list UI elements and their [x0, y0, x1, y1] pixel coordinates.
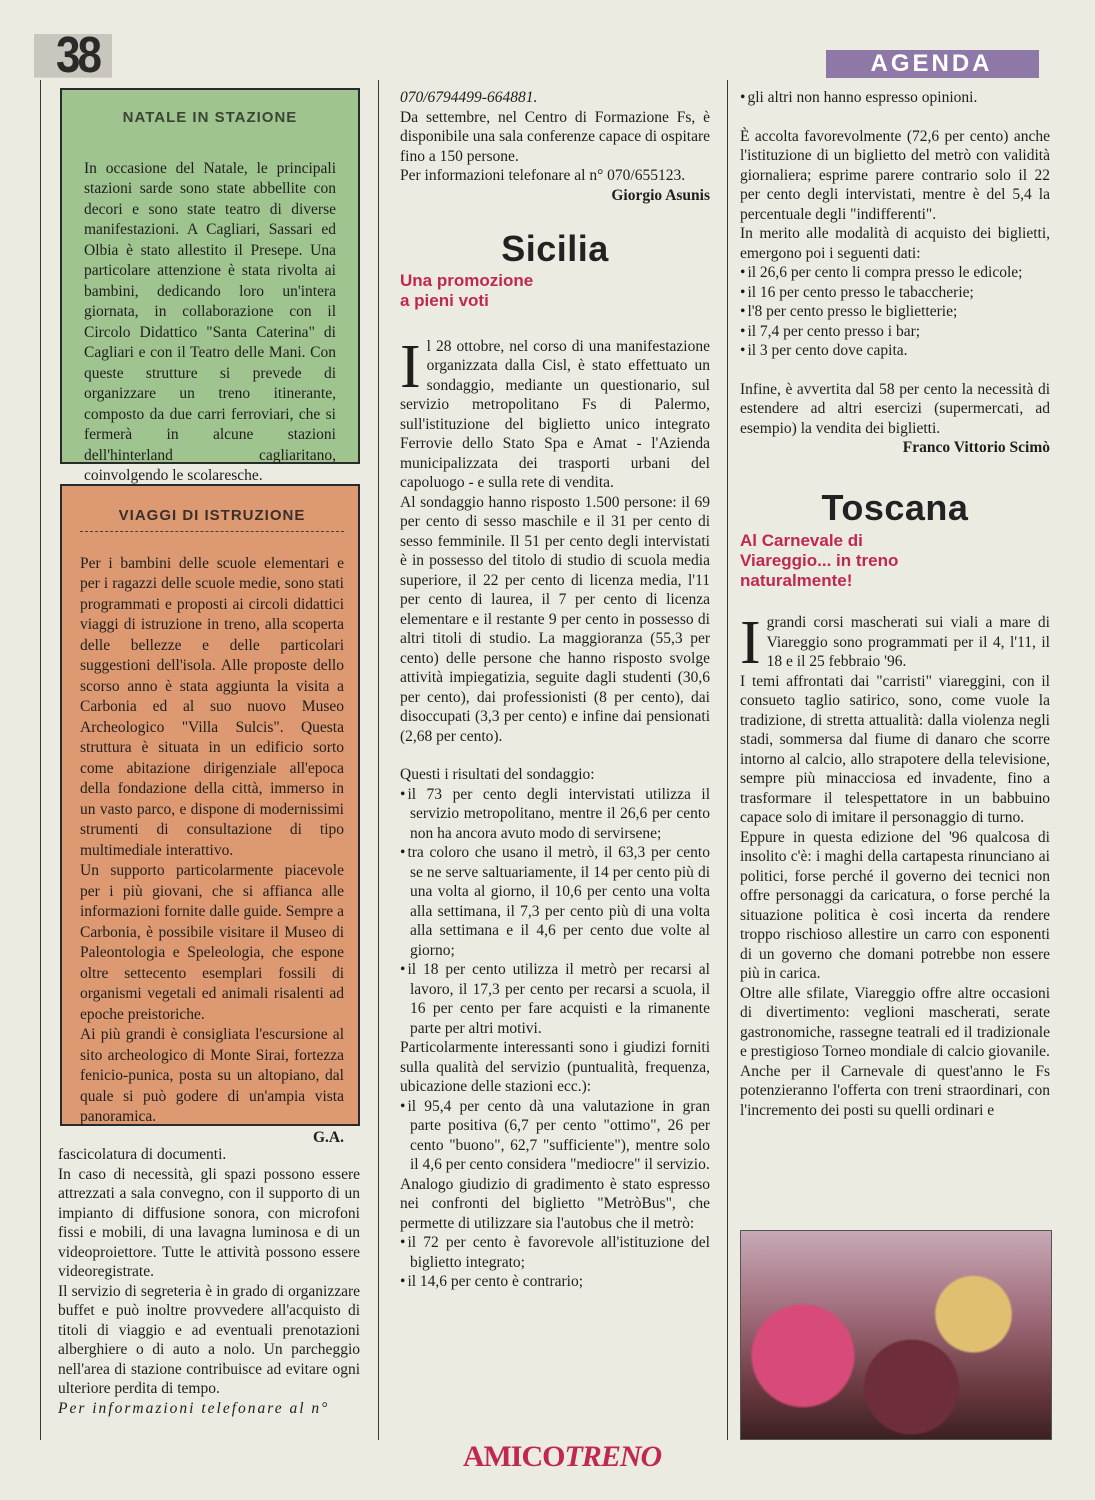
magazine-logo	[462, 1440, 662, 1474]
viaggi-paragraph: Per i bambini delle scuole elementari e per i ragazzi delle scuole medie, sono stati programmati e proposti ai circoli didattici viaggi di istruzione in treno, alla scoperta delle bellezze e delle particolari suggestioni dell'isola. Alle proposte dello scorso anno è stata aggiunta la visita a Carbonia ed al suo nuovo Museo Archeologico "Villa Sulcis". Questa struttura è situata in un edificio sorto come abitazione dirigenziale all'epoca della fondazione della città, immerso in un vasto parco, e dispone di modernissimi strumenti di consultazione di tipo multimediale interattivo.	[80, 554, 344, 859]
list-item: • il 7,4 per cento presso i bar;	[740, 322, 1050, 342]
divider	[1037, 50, 1039, 78]
viaggi-box	[60, 484, 360, 1146]
column-3-text	[740, 88, 1050, 1120]
list-item: • tra coloro che usano il metrò, il 63,3 per cento se ne serve saltuariamente, il 14 per cento più di una volta al giorno, il 10,6 per cento una volta alla settimana, il 7,3 per cento più di una volta alla settimana e il 4,6 per cento due volte al giorno;	[400, 843, 710, 960]
list-item: • il 14,6 per cento è contrario;	[400, 1272, 710, 1292]
list-item: • il 72 per cento è favorevole all'istituzione del biglietto integrato;	[400, 1233, 710, 1272]
paragraph: l 28 ottobre, nel corso di una manifestazione organizzata dalla Cisl, è stato effettuato un sondaggio, mediante un questionario, sul servizio metropolitano Fs di Palermo, sull'istituzione del biglietto unico integrato Ferrovie dello Stato Spa e Amat - l'Azienda municipalizzata dei trasporti urbani del capoluogo - e sulla rete di vendita.	[400, 337, 710, 491]
logo-part: TRENO	[564, 1440, 662, 1473]
paragraph: Il servizio di segreteria è in grado di organizzare buffet e può inoltre provvedere all'acquisto di titoli di viaggio e ad eventuali prenotazioni alberghiere o di auto a nolo. Un parcheggio nell'area di stazione contribuisce ad evitare ogni ulteriore perdita di tempo.	[58, 1282, 360, 1397]
paragraph: fascicolatura di documenti.	[58, 1146, 227, 1163]
paragraph: Eppure in questa edizione del '96 qualcosa di insolito c'è: i maghi della cartapesta rinunciano ai politici, forse perché il governo dei tecnici non offre personaggi da caricatura, o forse perché la situazione politica è così incerta da rendere troppo rischioso allestire un carro con esponenti di un governo che domani potrebbe non essere più in carica.	[740, 828, 1050, 982]
natale-body: In occasione del Natale, le principali stazioni sarde sono state abbellite con decori e sono state teatro di diverse manifestazioni. A Cagliari, Sassari ed Olbia è stato allestito il Presepe. Una particolare attenzione è stata rivolta ai bambini, dedicando loro un'intera giornata, in collaborazione con il Circolo Didattico "Santa Caterina" di Cagliari e con il Teatro delle Mani. Con queste strutture si prevede di organizzare un treno itinerante, composto da due carri ferroviari, che si fermerà in alcune stazioni dell'hinterland cagliaritano, coinvolgendo le scolaresche.	[84, 159, 336, 484]
paragraph: In merito alle modalità di acquisto dei biglietti, emergono poi i seguenti dati:	[740, 225, 1050, 262]
viaggi-signature: G.A.	[313, 1128, 344, 1146]
list-item: • il 95,4 per cento dà una valutazione in gran parte positiva (6,7 per cento "ottimo", 26 per cento "buono", 62,7 "sufficiente"), mentre solo il 4,6 per cento considera "mediocre" il servizio.	[400, 1097, 710, 1175]
viaggi-paragraph: Ai più grandi è consigliata l'escursione al sito archeologico di Monte Sirai, fortezza fenicio-punica, posta su un altopiano, dal quale si può godere di un'ampia vista panoramica.	[80, 1026, 344, 1125]
logo-part: AMICO	[462, 1440, 565, 1473]
list-item: • il 3 per cento dove capita.	[740, 341, 1050, 361]
paragraph: Particolarmente interessanti sono i giudizi forniti sulla qualità del servizio (puntualità, frequenza, ubicazione delle stazioni ecc.):	[400, 1039, 710, 1095]
toscana-subtitle: Al Carnevale di	[740, 531, 863, 550]
column-2-text	[400, 88, 710, 1292]
list-item: • gli altri non hanno espresso opinioni.	[740, 88, 1050, 108]
author: Giorgio Asunis	[611, 186, 710, 204]
viaggi-title: VIAGGI DI ISTRUZIONE	[80, 506, 344, 532]
carnival-photo	[740, 1230, 1052, 1440]
sicilia-title: Sicilia	[501, 228, 609, 269]
sicilia-subtitle: Una promozione	[400, 270, 534, 290]
paragraph: In caso di necessità, gli spazi possono essere attrezzati a sala convegno, con il supporto di un impianto di diffusione sonora, con microfoni fissi e mobili, di una lavagna luminosa e di un videoproiettore. Tutte le attività possono essere videoregistrate.	[58, 1165, 360, 1280]
paragraph: Da settembre, nel Centro di Formazione Fs, è disponibile una sala conferenze capace di ospitare fino a 150 persone.	[400, 108, 710, 165]
toscana-subtitle: naturalmente!	[740, 571, 853, 590]
toscana-subtitle: Viareggio... in treno	[740, 551, 899, 570]
natale-box	[60, 88, 360, 484]
sicilia-subtitle: a pieni voti	[400, 290, 489, 310]
toscana-title: Toscana	[821, 486, 969, 528]
list-item: • il 73 per cento degli intervistati utilizza il servizio metropolitano, mentre il 26,6 per cento non ha ancora avuto modo di servirsene;	[400, 785, 710, 844]
section-label: AGENDA	[826, 50, 1037, 78]
page-number: 38	[34, 34, 112, 78]
divider	[378, 80, 379, 1440]
natale-title: NATALE IN STAZIONE	[122, 109, 298, 126]
list-item: • il 16 per cento presso le tabaccherie;	[740, 283, 1050, 303]
viaggi-paragraph: Un supporto particolarmente piacevole per i più giovani, che si affianca alle informazioni fornite dalle guide. Sempre a Carbonia, è possibile visitare il Museo di Paleontologia e Speleologia, che espone oltre settecento esemplari fossili di organismi vegetali ed animali risalenti ad epoche preistoriche.	[80, 862, 344, 1023]
paragraph: I temi affrontati dai "carristi" viareggini, con il consueto taglio satirico, sono, come vuole la tradizione, di stretta attualità: dalla violenza negli stadi, sommersa dal fiume di danaro che scorre intorno al calcio, allo strapotere della televisione, sempre più minacciosa ed invadente, fino a trasformare il telespettatore in un babbuino capace solo di imitare il personaggio di turno.	[740, 672, 1050, 826]
paragraph: Questi i risultati del sondaggio:	[400, 766, 595, 783]
paragraph: Oltre alle sfilate, Viareggio offre altre occasioni di divertimento: veglioni mascherati, serate gastronomiche, rassegne teatrali ed il tradizionale e prestigioso Torneo mondiale di calcio giovanile.	[740, 984, 1050, 1060]
dropcap: I	[740, 609, 761, 677]
list-item: • l'8 per cento presso le biglietterie;	[740, 302, 1050, 322]
column-1-text	[58, 1145, 360, 1418]
list-item: • il 18 per cento utilizza il metrò per recarsi al lavoro, il 17,3 per cento per recarsi a scuola, il 16 per cento per fare acquisti e la rimanente parte per altri motivi.	[400, 960, 710, 1038]
author: Franco Vittorio Scimò	[902, 439, 1050, 456]
paragraph: Analogo giudizio di gradimento è stato espresso nei confronti del biglietto "MetròBus", che permette di utilizzare sia l'autobus che il metrò:	[400, 1175, 710, 1232]
paragraph: Anche per il Carnevale di quest'anno le Fs potenzieranno l'offerta con treni straordinari, con l'incremento dei posti su quelli ordinari e	[740, 1062, 1050, 1119]
paragraph: Al sondaggio hanno risposto 1.500 persone: il 69 per cento di sesso maschile e il 31 per cento di sesso femminile. Il 51 per cento degli intervistati è in possesso del titolo di studio di scuola media superiore, il 22 per cento di licenza media, l'11 per cento di laurea, il 7 per cento di licenza elementare e il restante 9 per cento in possesso di altri titoli di studio. La maggioranza (55,3 per cento) delle persone che hanno risposto svolge attività impiegatizia, seguite dagli studenti (30,6 per cento), dai professionisti (8 per cento), dai disoccupati (3,3 per cento) e infine dai pensionati (2,68 per cento).	[400, 493, 710, 745]
paragraph: È accolta favorevolmente (72,6 per cento) anche l'istituzione di un biglietto del metrò con validità giornaliera; esprime parere contrario solo il 22 per cento degli intervistati, mentre è del 5,4 la percentuale degli "indifferenti".	[740, 127, 1050, 223]
paragraph: Per informazioni telefonare al n°	[58, 1399, 330, 1417]
paragraph: Infine, è avvertita dal 58 per cento la necessità di estendere ad altri esercizi (supermercati, ad esempio) la vendita dei biglietti.	[740, 380, 1050, 437]
divider	[727, 80, 728, 1440]
paragraph: grandi corsi mascherati sui viali a mare di Viareggio sono programmati per il 4, l'11, il 18 e il 25 febbraio '96.	[766, 614, 1050, 670]
list-item: • il 26,6 per cento li compra presso le edicole;	[740, 263, 1050, 283]
divider	[40, 80, 41, 1440]
dropcap: I	[400, 332, 421, 401]
phone-number: 070/6794499-664881.	[400, 89, 538, 106]
paragraph: Per informazioni telefonare al n° 070/655123.	[400, 167, 686, 184]
